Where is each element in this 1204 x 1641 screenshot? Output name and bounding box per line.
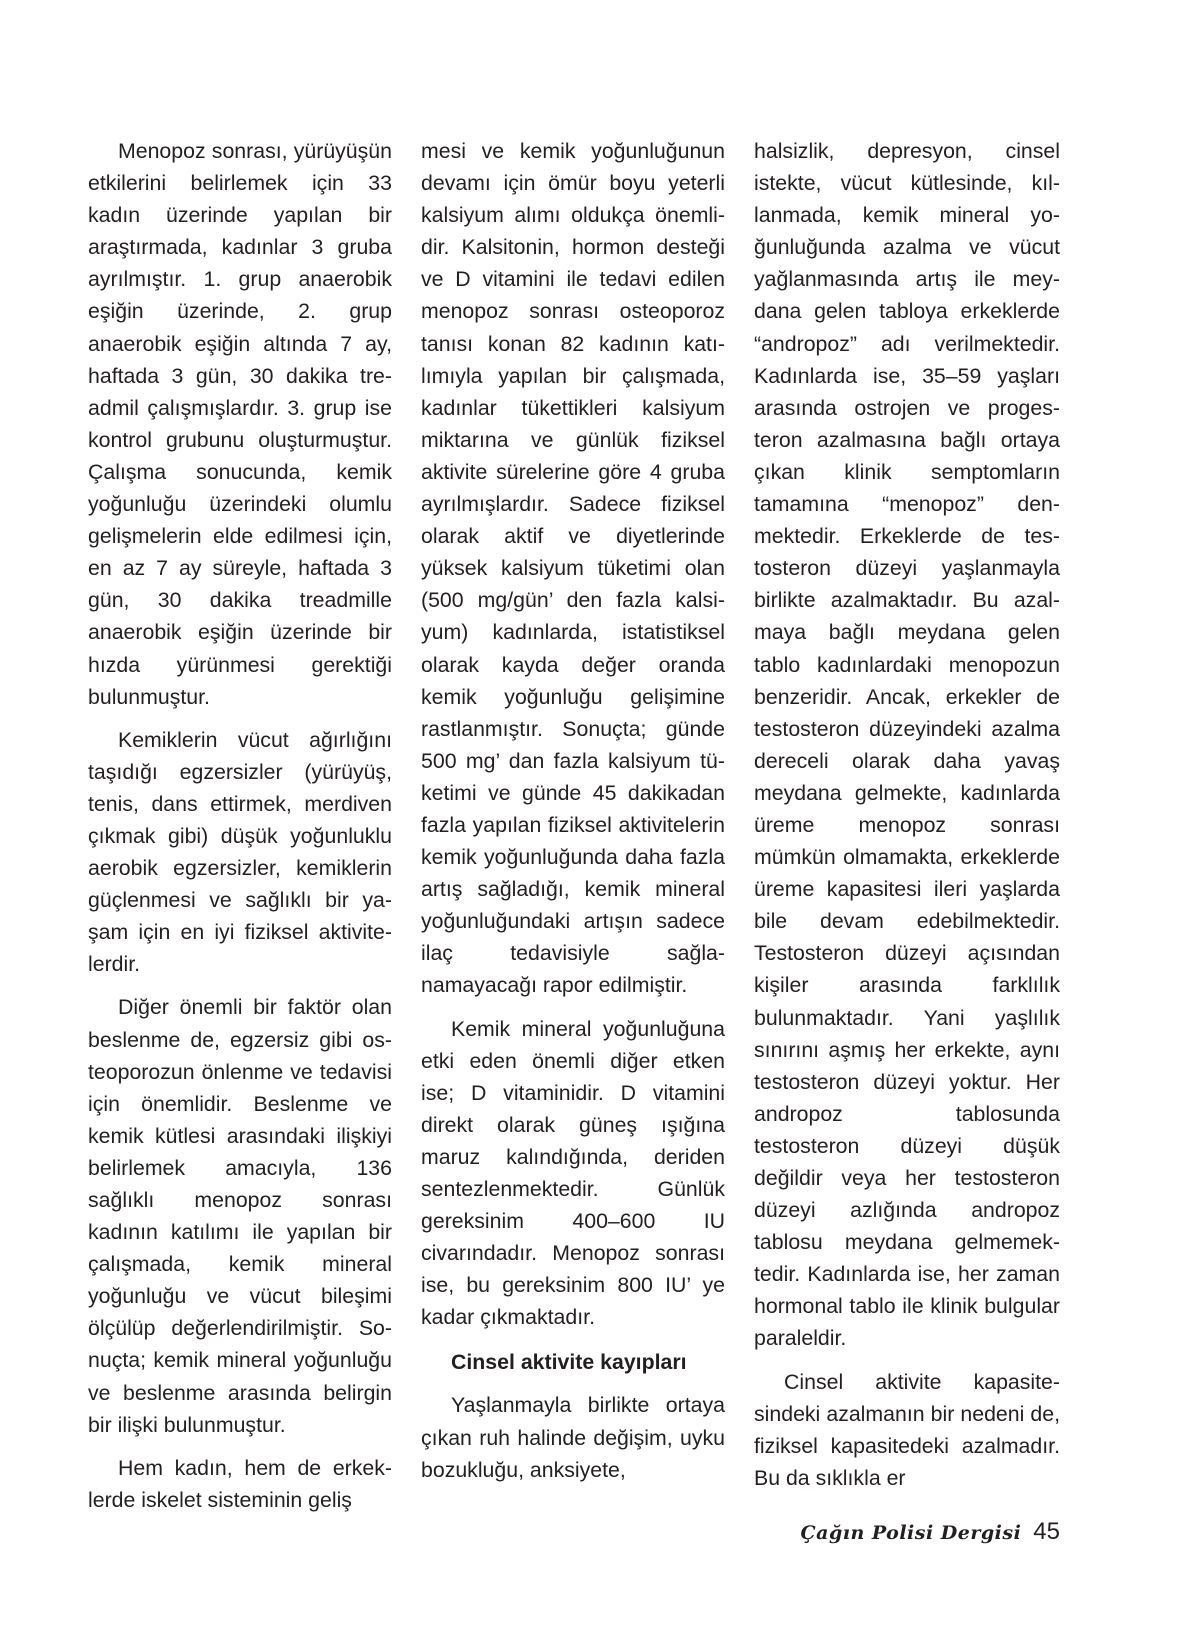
paragraph: halsizlik, depresyon, cinsel istekte, vücut kütlesinde, kıllanmada, kemik mineral yoğunluğunda azalma ve vücut yağlanmasında artış ile meydana gelen tabloya erkeklerde “andropoz” adı verilmektedir. Kadınlarda ise, 35–59 yaşları arasında ostrojen ve progesteron azalmasına bağlı ortaya çıkan klinik semptomların tamamına “menopoz” denmektedir. Erkeklerde de testosteron düzeyi yaşlanmayla birlikte azalmaktadır. Bu azalmaya bağlı meydana gelen tablo kadınlardaki menopozun benzeridir. Ancak, erkekler de testosteron düzeyindeki azalma dereceli olarak daha yavaş meydana gelmekte, kadınlarda üreme menopoz sonrası mümkün olmamakta, erkeklerde üreme kapasitesi ileri yaşlarda bile devam edebilmektedir. Testosteron düzeyi açısından kişiler arasında farklılık bulunmaktadır. Yani yaşlılık sınırını aşmış her erkekte, aynı testosteron düzeyi yoktur. Her andropoz tablosunda testosteron düzeyi düşük değildir veya her testosteron düzeyi azlığında andropoz tablosu meydana gelmemektedir. Kadınlarda ise, her zaman hormonal tablo ile klinik bulgular paraleldir.	[754, 139, 1060, 1351]
paragraph: Kemik mineral yoğunluğuna etki eden önemli diğer etken ise; D vitaminidir. D vitamini direkt olarak güneş ışığına maruz kalındığında, deriden sentezlenmektedir. Günlük gereksinim 400–600 IU civarındadır. Menopoz sonrası ise, bu gereksinim 800 IU’ ye kadar çıkmaktadır.	[421, 1016, 725, 1330]
section-heading: Cinsel aktivite kayıpları	[451, 1350, 687, 1375]
text-column-3	[754, 135, 1060, 1494]
paragraph: Menopoz sonrası, yürüyüşün etkilerini belirlemek için 33 kadın üzerinde yapılan bir araştırmada, kadınlar 3 gruba ayrılmıştır. 1. grup anaerobik eşiğin üzerinde, 2. grup anaerobik eşiğin altında 7 ay, haftada 3 gün, 30 dakika treadmil çalışmışlardır. 3. grup ise kontrol grubunu oluşturmuştur. Çalışma sonucunda, kemik yoğunluğu üzerindeki olumlu gelişmelerin elde edilmesi için, en az 7 ay süreyle, haftada 3 gün, 30 dakika treadmille anaerobik eşiğin üzerinde bir hızda yürünmesi gerektiği bulunmuştur.	[88, 139, 392, 709]
text-column-2	[421, 135, 725, 1486]
journal-name: Çağın Polisi Dergisi	[800, 1522, 1022, 1544]
paragraph: Cinsel aktivite kapasitesindeki azalmanın bir nedeni de, fiziksel kapasitedeki azalmadır. Bu da sıklıkla er	[754, 1369, 1060, 1490]
paragraph: mesi ve kemik yoğunluğunun devamı için ömür boyu yeterli kalsiyum alımı oldukça önemlidir. Kalsitonin, hormon desteği ve D vitamini ile tedavi edilen menopoz sonrası osteoporoz tanısı konan 82 kadının katılımıyla yapılan bir çalışmada, kadınlar tükettikleri kalsiyum miktarına ve günlük fiziksel aktivite sürelerine göre 4 gruba ayrılmışlardır. Sadece fiziksel olarak aktif ve diyetlerinde yüksek kalsiyum tüketimi olan (500 mg/gün’ den fazla kalsiyum) kadınlarda, istatistiksel olarak kayda değer oranda kemik yoğunluğu gelişimine rastlanmıştır. Sonuçta; günde 500 mg’ dan fazla kalsiyum tüketimi ve günde 45 dakikadan fazla yapılan fiziksel aktivitelerin kemik yoğunluğunda daha fazla artış sağladığı, kemik mineral yoğunluğundaki artışın sadece ilaç tedavisiyle sağlanamayacağı rapor edilmiştir.	[421, 139, 725, 998]
page-footer	[801, 1518, 1060, 1546]
text-column-1	[88, 135, 392, 1516]
paragraph: Diğer önemli bir faktör olan beslenme de, egzersiz gibi osteoporozun önlenme ve tedavisi için önemlidir. Beslenme ve kemik kütlesi arasındaki ilişkiyi belirlemek amacıyla, 136 sağlıklı menopoz sonrası kadının katılımı ile yapılan bir çalışmada, kemik mineral yoğunluğu ve vücut bileşimi ölçülüp değerlendirilmiştir. Sonuçta; kemik mineral yoğunluğu ve beslenme arasında belirgin bir ilişki bulunmuştur.	[88, 995, 392, 1437]
paragraph: Kemiklerin vücut ağırlığını taşıdığı egzersizler (yürüyüş, tenis, dans ettirmek, merdiven çıkmak gibi) düşük yoğunluklu aerobik egzersizler, kemiklerin güçlenmesi ve sağlıklı bir yaşam için en iyi fiziksel aktivitelerdir.	[88, 727, 392, 977]
page-number: 45	[1033, 1518, 1060, 1545]
paragraph: Yaşlanmayla birlikte ortaya çıkan ruh halinde değişim, uyku bozukluğu, anksiyete,	[421, 1393, 725, 1482]
paragraph: Hem kadın, hem de erkeklerde iskelet sisteminin geliş	[88, 1455, 392, 1512]
